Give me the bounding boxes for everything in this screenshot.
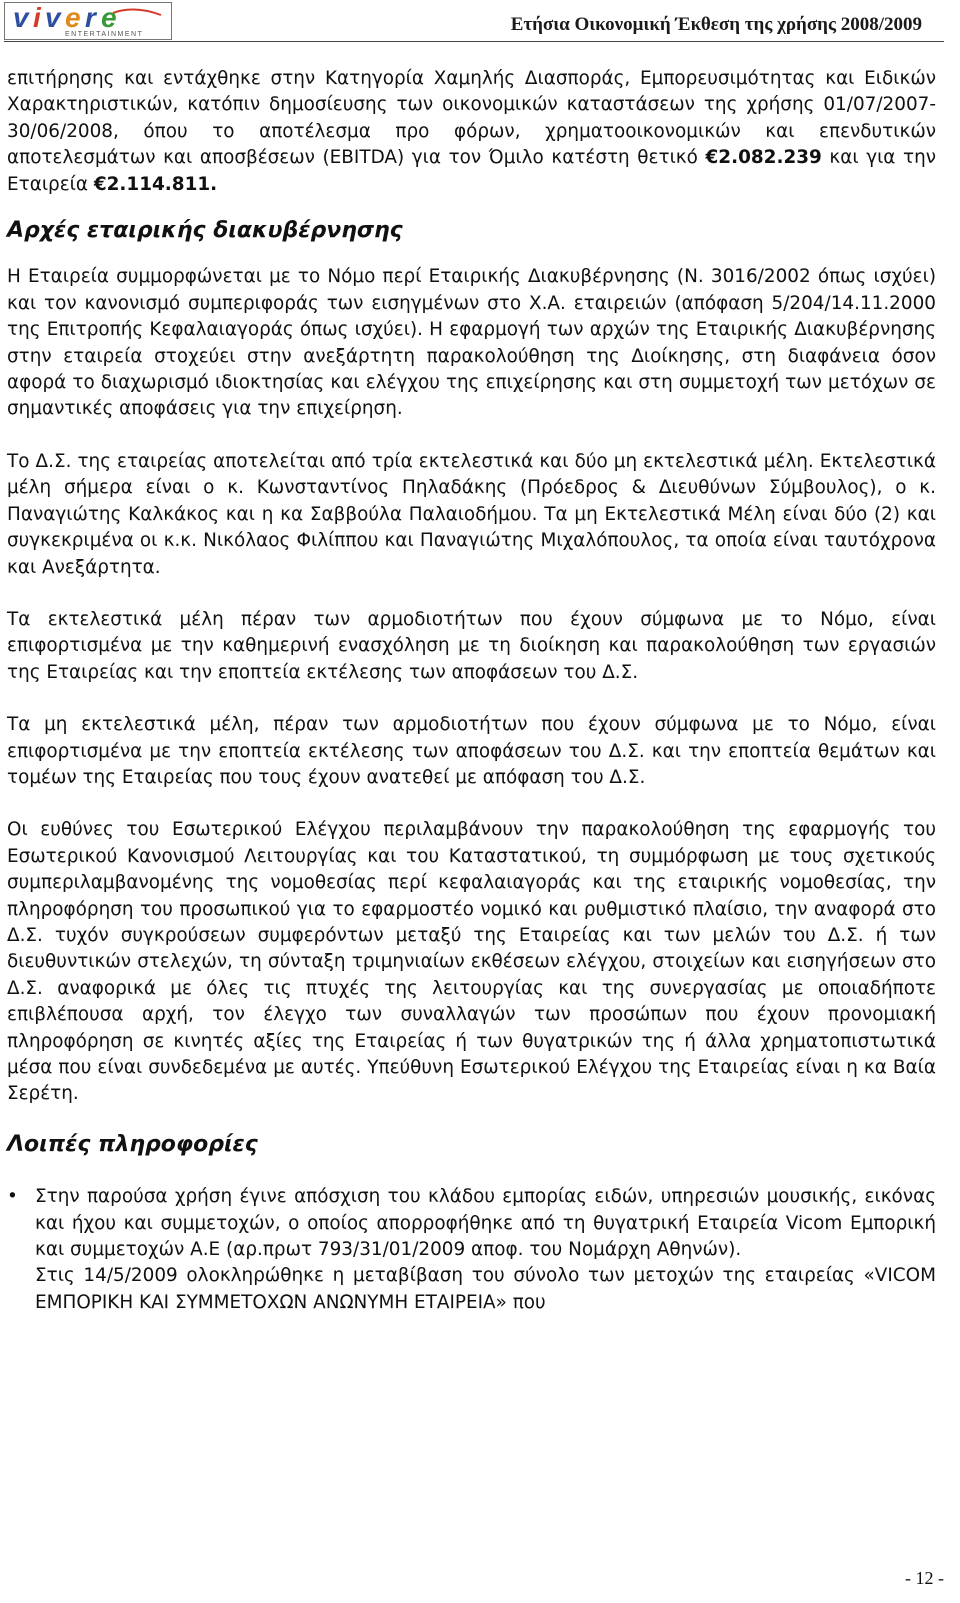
group-value: €2.082.239 bbox=[705, 147, 822, 169]
svg-text:r: r bbox=[85, 3, 96, 33]
list-item bbox=[7, 1184, 936, 1316]
section-heading-corporate-governance: Αρχές εταιρικής διακυβέρνησης bbox=[7, 218, 403, 244]
company-value: €2.114.811. bbox=[93, 173, 218, 195]
svg-text:v: v bbox=[13, 3, 29, 33]
list-item-text-2: Στις 14/5/2009 ολοκληρώθηκε η μεταβίβαση του σύνολο των μετοχών της εταιρείας «VICOM ΕΜΠΟΡΙΚΗ ΚΑΙ ΣΥΜΜΕΤΟΧΩΝ ΑΝΩΝΥΜΗ ΕΤΑΙΡΕΙΑ» που bbox=[35, 1265, 936, 1313]
section-heading-other-info: Λοιπές πληροφορίες bbox=[7, 1131, 258, 1157]
governance-paragraph-1: Η Εταιρεία συμμορφώνεται με το Νόμο περί Εταιρικής Διακυβέρνησης (Ν. 3016/2002 όπως ισχύει) και τον κανονισμό συμπεριφοράς των εισηγμένων στο Χ.Α. εταιρειών (απόφαση 5/204/14.11.2000 της Επιτροπής Κεφαλαιαγοράς όπως ισχύει). Η εφαρμογή των αρχών της Εταιρικής Διακυβέρνησης στην εταιρεία στοχεύει στην ανεξάρτητη παρακολούθηση της Διοίκησης, στη διαφάνεια όσον αφορά το διαχωρισμό ιδιοκτησίας και ελέγχου της επιχείρησης και στη συμμετοχή των μετόχων σε σημαντικές αποφάσεις για την επιχείρηση. bbox=[7, 266, 936, 420]
svg-text:ENTERTAINMENT: ENTERTAINMENT bbox=[65, 31, 144, 38]
governance-paragraph-4: Τα μη εκτελεστικά μέλη, πέραν των αρμοδιοτήτων που έχουν σύμφωνα με το Νόμο, είναι επιφορτισμένα με την εποπτεία εκτέλεσης των αποφάσεων του Δ.Σ. και την εποπτεία θεμάτων και τομέων της Εταιρείας που τους έχουν ανατεθεί με απόφαση του Δ.Σ. bbox=[7, 714, 936, 788]
governance-paragraph-2: Το Δ.Σ. της εταιρείας αποτελείται από τρία εκτελεστικά και δύο μη εκτελεστικά μέλη. Εκτελεστικά μέλη σήμερα είναι ο κ. Κωνσταντίνος Πηλαδάκης (Πρόεδρος & Διευθύνων Σύμβουλος), ο κ. Παναγιώτης Καλκάκος και η κα Σαββούλα Παλαιοδήμου. Τα μη Εκτελεστικά Μέλη είναι δύο (2) και συγκεκριμένα οι κ.κ. Νικόλαος Φιλίππου και Παναγιώτης Μιχαλόπουλος, τα οποία είναι ταυτόχρονα και Ανεξάρτητα. bbox=[7, 450, 936, 578]
other-info-list bbox=[7, 1184, 936, 1316]
header-divider bbox=[4, 41, 944, 42]
list-item-text-1: Στην παρούσα χρήση έγινε απόσχιση του κλάδου εμπορίας ειδών, υπηρεσιών μουσικής, εικόνας και ήχου και συμμετοχών, ο οποίος απορροφήθηκε από τη θυγατρική Εταιρεία Vicom Εμπορική και συμμετοχών Α.Ε (αρ.πρωτ 793/31/01/2009 αποφ. του Νομάρχη Αθηνών). bbox=[35, 1186, 936, 1261]
document-body bbox=[7, 66, 936, 1316]
svg-text:v: v bbox=[45, 3, 61, 33]
company-logo bbox=[4, 2, 172, 40]
intro-middle: και για την Εταιρεία bbox=[7, 147, 937, 195]
page-number: - 12 - bbox=[905, 1568, 944, 1588]
svg-text:e: e bbox=[65, 3, 81, 33]
governance-paragraph-5: Οι ευθύνες του Εσωτερικού Ελέγχου περιλαμβάνουν την παρακολούθηση της εφαρμογής του Εσωτερικού Κανονισμού Λειτουργίας και του Καταστατικού, τη συμμόρφωση με τους σχετικούς συμπεριλαμβανομένης της νομοθεσίας περί κεφαλαιαγοράς και της εταιρικής νομοθεσίας, την πληροφόρηση του προσωπικού για το εφαρμοστέο νομικό και ρυθμιστικό πλαίσιο, την αναφορά στο Δ.Σ. τυχόν συγκρούσεων συμφερόντων μεταξύ της Εταιρείας και των μελών του Δ.Σ. ή των διευθυντικών στελεχών, τη σύνταξη τριμηνιαίων εκθέσεων ελέγχου, στοιχείων και εισηγήσεων στο Δ.Σ. αναφορικά με όλες τις πτυχές της λειτουργίας και της συνεργασίας με οποιαδήποτε επιβλέπουσα αρχή, τον έλεγχο των συναλλαγών των προσώπων που έχουν προνομιακή πληροφόρηση σε κινητές αξίες της Εταιρείας ή των θυγατρικών της ή άλλα χρηματοπιστωτικά μέσα που είναι συνδεδεμένα με αυτές. Υπεύθυνη Εσωτερικού Ελέγχου της Εταιρείας είναι η κα Βαία Σερέτη. bbox=[7, 819, 936, 1105]
svg-text:e: e bbox=[101, 3, 117, 33]
intro-text: επιτήρησης και εντάχθηκε στην Κατηγορία Χαμηλής Διασποράς, Εμπορευσιμότητας και Ειδικών Χαρακτηριστικών, κατόπιν δημοσίευσης των οικονομικών καταστάσεων της χρήσης 01/07/2007-30/06/2008, όπου το αποτέλεσμα προ φόρων, χρηματοοικονομικών και επενδυτικών αποτελεσμάτων και αποσβέσεων (EBITDA) για τον Όμιλο κατέστη θετικό bbox=[7, 68, 936, 169]
bullet-icon: • bbox=[7, 1186, 18, 1208]
governance-paragraph-3: Τα εκτελεστικά μέλη πέραν των αρμοδιοτήτων που έχουν σύμφωνα με το Νόμο, είναι επιφορτισμένα με την καθημερινή ενασχόληση με τη διοίκηση και παρακολούθηση των εργασιών της Εταιρείας και την εποπτεία εκτέλεσης των αποφάσεων του Δ.Σ. bbox=[7, 608, 936, 683]
svg-text:i: i bbox=[33, 3, 41, 33]
document-title: Ετήσια Οικονομική Έκθεση της χρήσης 2008/2009 bbox=[510, 14, 922, 35]
page-header bbox=[0, 0, 960, 50]
intro-paragraph bbox=[7, 66, 936, 198]
